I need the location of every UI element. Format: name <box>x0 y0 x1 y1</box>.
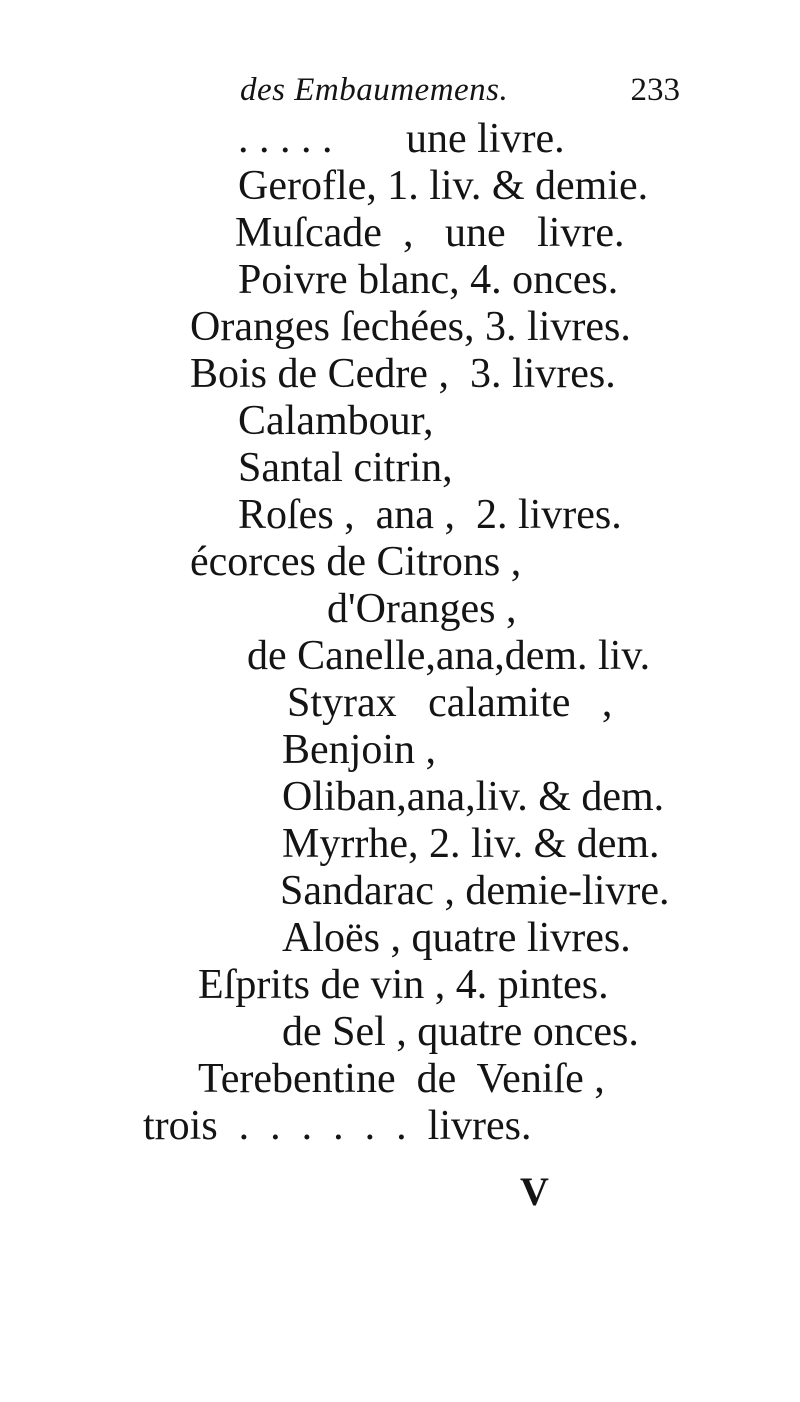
text-line: Calambour, <box>238 398 434 444</box>
text-line: de Canelle,ana,dem. liv. <box>247 633 651 679</box>
text-line: Poivre blanc, 4. onces. <box>238 257 619 303</box>
text-line: Muſcade , une livre. <box>235 210 625 256</box>
text-line: Bois de Cedre , 3. livres. <box>190 351 616 397</box>
text-line: trois . . . . . . livres. <box>143 1103 532 1149</box>
text-line: Gerofle, 1. liv. & demie. <box>238 163 649 209</box>
text-line: Santal citrin, <box>238 445 453 491</box>
text-line: écorces de Citrons , <box>190 539 522 585</box>
text-line: Roſes , ana , 2. livres. <box>238 492 622 538</box>
text-line: Benjoin , <box>282 727 436 773</box>
text-line: de Sel , quatre onces. <box>282 1009 639 1055</box>
text-line: Terebentine de Veniſe , <box>198 1056 605 1102</box>
page-number: 233 <box>630 72 680 108</box>
text-line: Oliban,ana,liv. & dem. <box>282 774 665 820</box>
page-header <box>240 68 680 118</box>
text-line: Sandarac , demie-livre. <box>280 868 670 914</box>
text-line: . . . . . une livre. <box>238 116 565 162</box>
text-line: Eſprits de vin , 4. pintes. <box>198 962 609 1008</box>
running-title: des Embaumemens. <box>240 72 509 108</box>
text-line: Aloës , quatre livres. <box>282 915 631 961</box>
text-line: Styrax calamite , <box>287 680 613 726</box>
text-line: Myrrhe, 2. liv. & dem. <box>282 821 660 867</box>
catchword: V <box>520 1169 549 1214</box>
text-line: Oranges ſechées, 3. livres. <box>190 304 631 350</box>
text-line: d'Oranges , <box>327 586 517 632</box>
